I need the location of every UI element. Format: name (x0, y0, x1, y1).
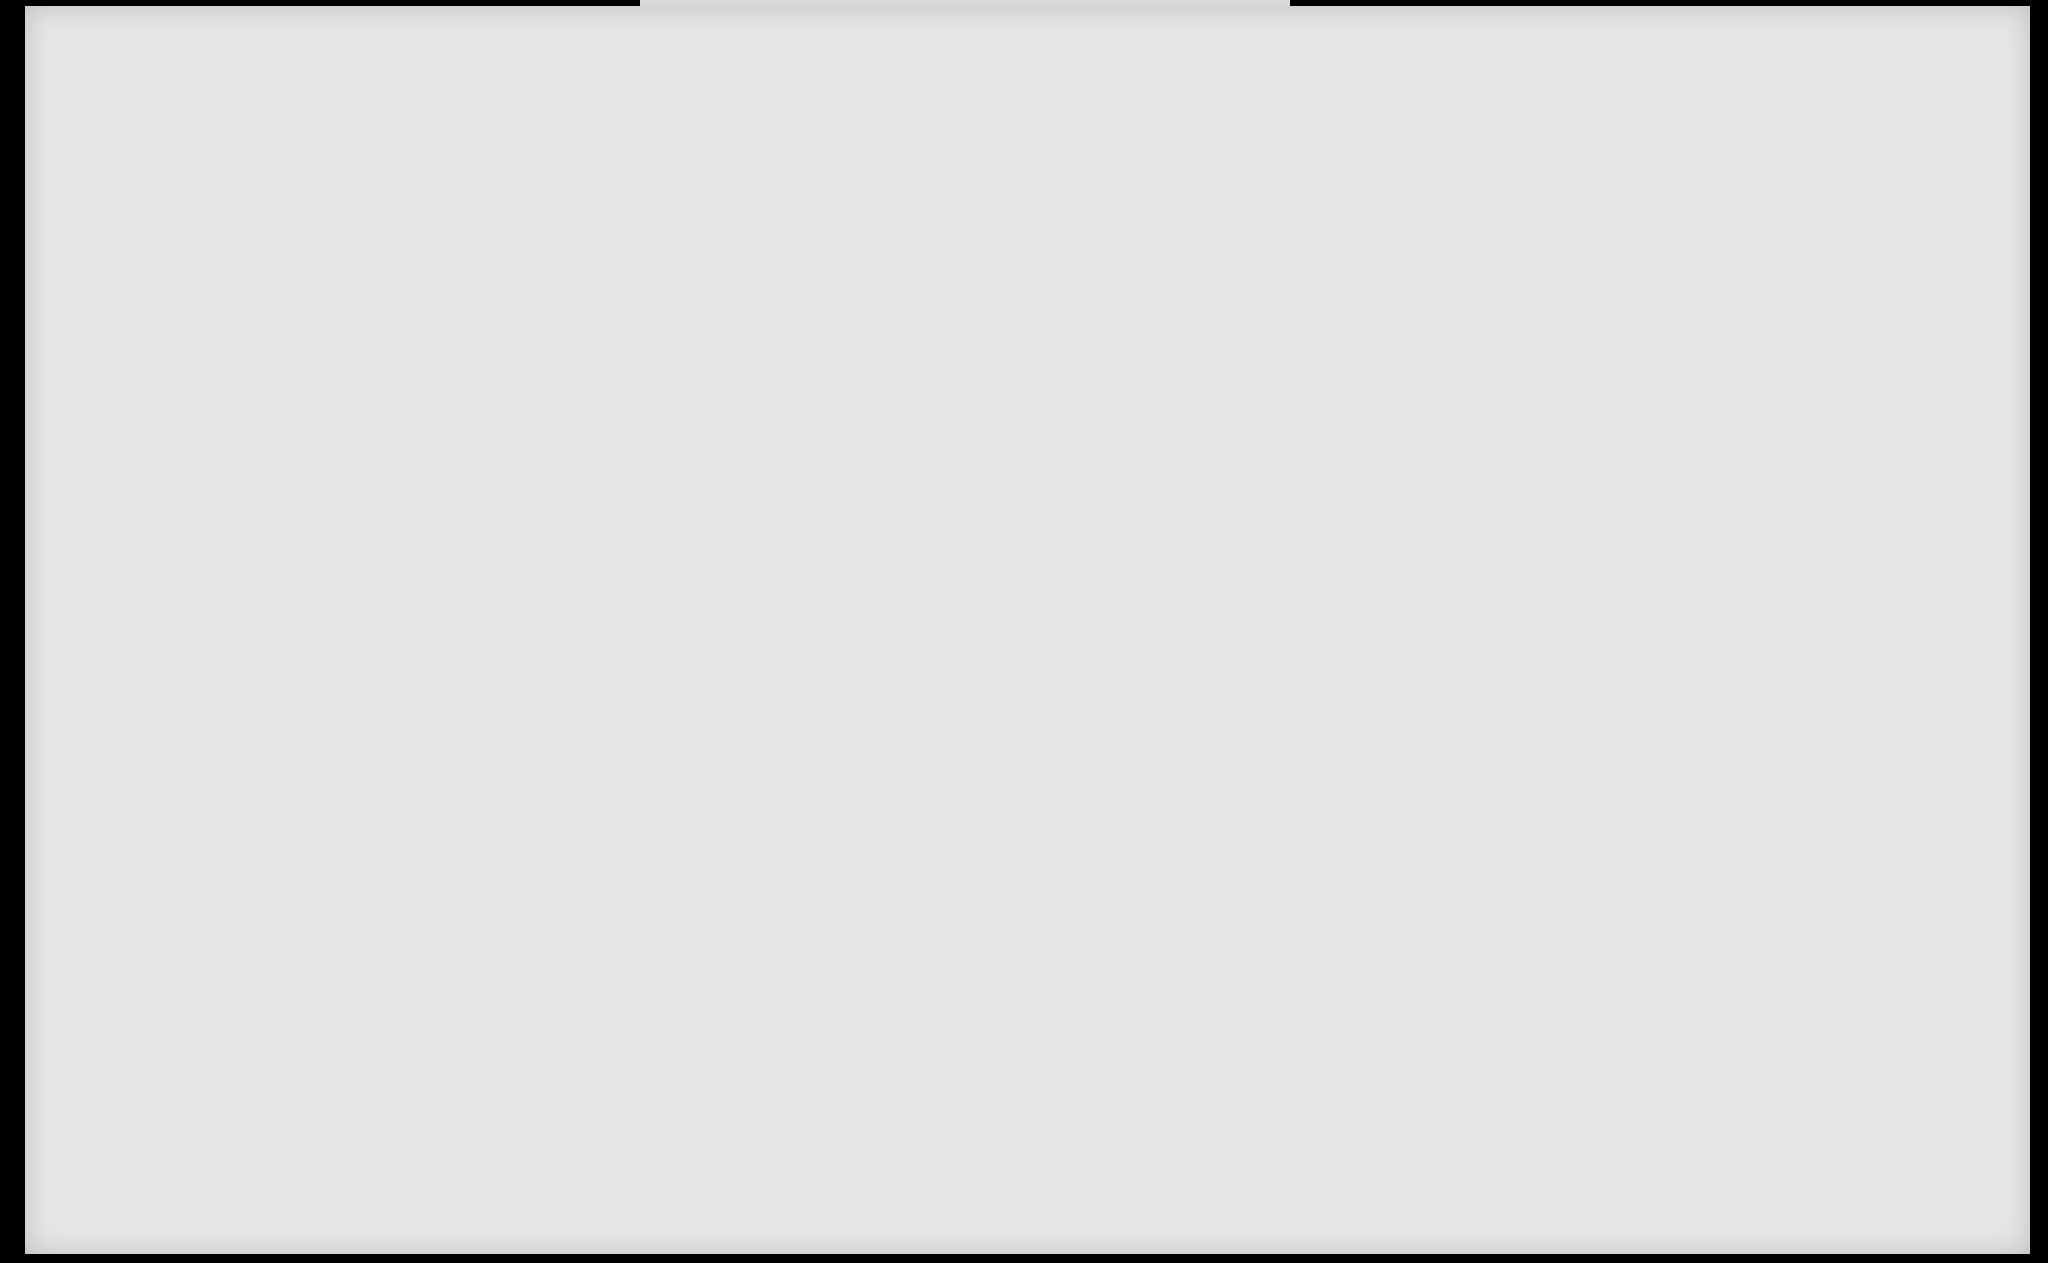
census-form-page (25, 6, 2030, 1254)
